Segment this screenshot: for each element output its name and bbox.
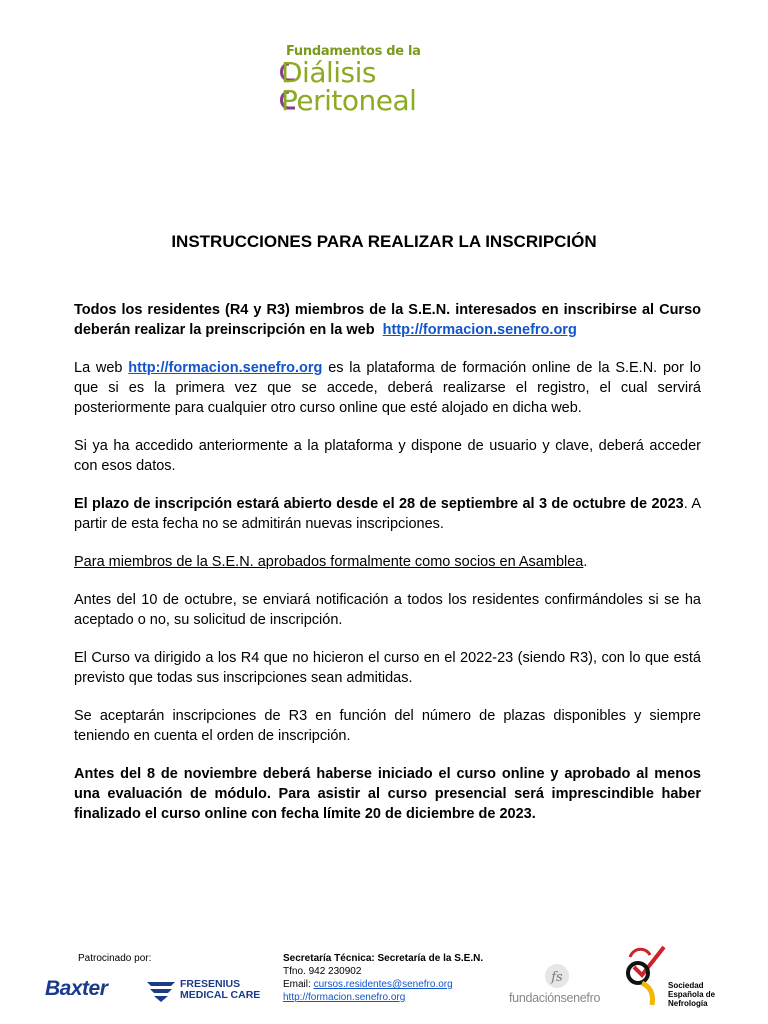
sen-line1: Sociedad [668, 981, 704, 990]
contact-web-link[interactable]: http://formacion.senefro.org [283, 992, 406, 1003]
contact-email-row [283, 978, 483, 991]
baxter-logo: Baxter [45, 977, 108, 1000]
paragraph-4 [74, 494, 701, 534]
contact-phone: Tfno. 942 230902 [283, 966, 362, 977]
sen-logo-text [668, 981, 715, 1008]
fundacion-senefro-logo [509, 991, 600, 1005]
p5-end: . [583, 554, 588, 570]
paragraph-6: Antes del 10 de octubre, se enviará notificación a todos los residentes confirmándoles si se ha aceptado o no, su solicitud de inscripción. [74, 592, 701, 628]
contact-block [283, 952, 483, 1004]
page-title: INSTRUCCIONES PARA REALIZAR LA INSCRIPCIÓN [171, 232, 597, 251]
sen-line2: Española de [668, 990, 716, 999]
contact-email-link[interactable]: cursos.residentes@senefro.org [313, 979, 453, 990]
course-logo [275, 44, 465, 124]
p2-before: La web [74, 360, 123, 376]
fundacion-logo-icon [540, 962, 574, 990]
fresenius-logo [180, 979, 260, 1001]
sponsor-label: Patrocinado por: [78, 953, 152, 964]
contact-web-row [283, 991, 483, 1004]
p2-after: es la plataforma de formación online de la S.E.N. por lo que si es la primera vez que se accede, deberá realizarse el registro, el cual servirá posteriormente para cualquier otro curso online que esté alojado en dicha web. [74, 360, 701, 416]
paragraph-9: Antes del 8 de noviembre deberá haberse iniciado el curso online y aprobado al menos una evaluación de módulo. Para asistir al curso presencial será imprescindible haber finalizado el curso online con fecha límite 20 de diciembre de 2023. [74, 766, 701, 822]
senefro-word: senefro [560, 991, 601, 1005]
secretaria-title: Secretaría Técnica: Secretaría de la S.E.N. [283, 953, 484, 964]
paragraph-8: Se aceptarán inscripciones de R3 en función del número de plazas disponibles y siempre teniendo en cuenta el orden de inscripción. [74, 708, 701, 744]
paragraph-2 [74, 358, 701, 418]
logo-line-peritoneal: Peritoneal [281, 84, 417, 117]
logo-line-dialisis: Diálisis [281, 56, 377, 89]
instructions-body [74, 300, 701, 842]
paragraph-7: El Curso va dirigido a los R4 que no hicieron el curso en el 2022-23 (siendo R3), con lo que está previsto que todas sus inscripciones sean admitidas. [74, 650, 701, 686]
p4-rest: . A partir de esta fecha no se admitirán nuevas inscripciones. [74, 496, 701, 532]
svg-text:fs: fs [551, 970, 563, 985]
paragraph-1 [74, 300, 701, 340]
sen-line3: Nefrología [668, 999, 708, 1008]
fundacion-word: fundación [509, 991, 561, 1005]
deadline-text: El plazo de inscripción estará abierto desde el 28 de septiembre al 3 de octubre de 2023 [74, 496, 684, 512]
logo-subtitle: Fundamentos de la [286, 44, 421, 59]
registration-link[interactable]: http://formacion.senefro.org [382, 322, 577, 338]
paragraph-5 [74, 552, 701, 572]
members-note: Para miembros de la S.E.N. aprobados formalmente como socios en Asamblea [74, 554, 584, 570]
email-label: Email: [283, 979, 311, 990]
platform-link[interactable]: http://formacion.senefro.org [128, 360, 323, 376]
fresenius-line1: FRESENIUS [180, 978, 241, 990]
fresenius-line2: MEDICAL CARE [180, 989, 261, 1001]
fresenius-logo-icon [146, 979, 176, 1003]
p1-text: Todos los residentes (R4 y R3) miembros de la S.E.N. interesados en inscribirse al Curso deberán realizar la preinscripción en la web [74, 302, 701, 338]
sen-logo-icon [624, 943, 670, 1009]
paragraph-3: Si ya ha accedido anteriormente a la plataforma y dispone de usuario y clave, deberá acceder con esos datos. [74, 438, 701, 474]
